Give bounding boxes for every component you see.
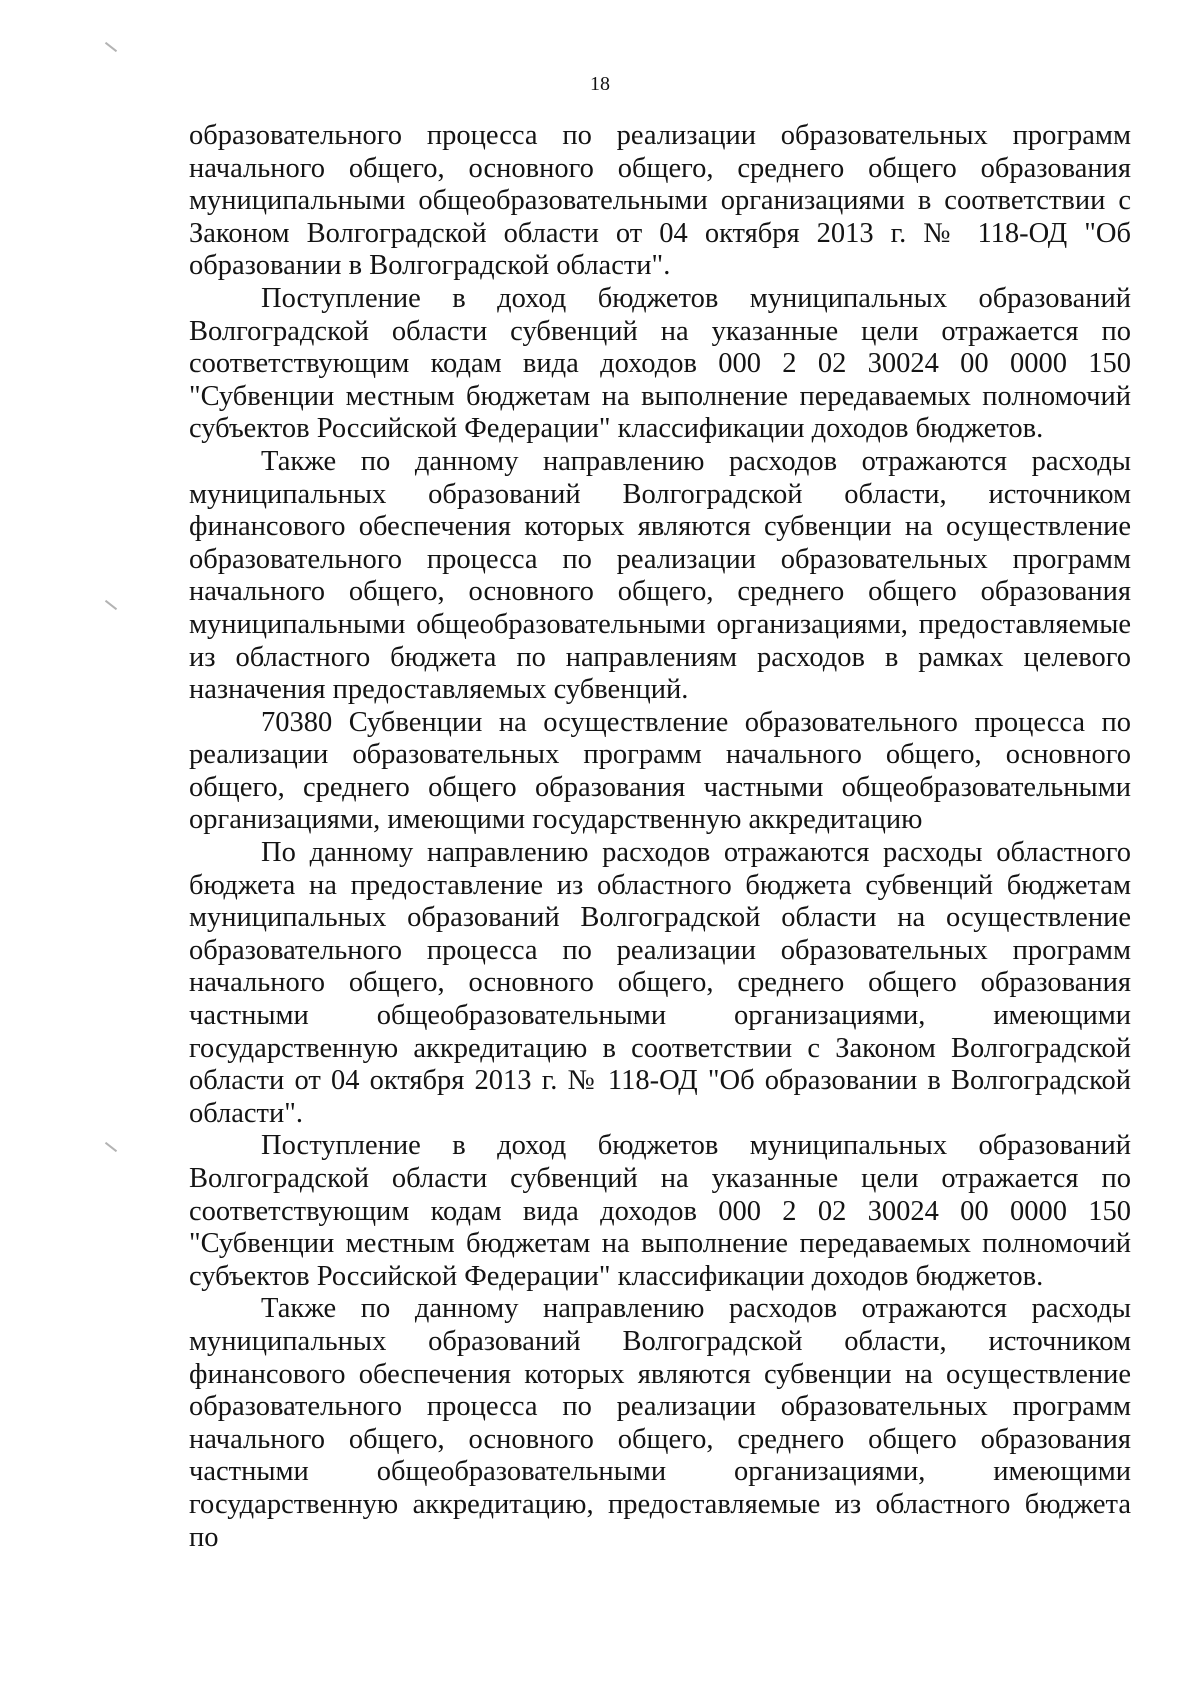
paragraph-1: образовательного процесса по реализации образовательных программ начального общего, основного общего, среднего общего образования муниципальными общеобразовательными организациями в соответствии с Законом Волгоградской области от 04 октября 2013 г. № 118-ОД "Об образовании в Волгоградской области". <box>189 120 1131 282</box>
paragraph-6: Поступление в доход бюджетов муниципальных образований Волгоградской области субвенций на указанные цели отражается по соответствующим кодам вида доходов 000 2 02 30024 00 0000 150 "Субвенции местным бюджетам на выполнение передаваемых полномочий субъектов Российской Федерации" классификации доходов бюджетов. <box>189 1130 1131 1292</box>
paragraph-5: По данному направлению расходов отражаются расходы областного бюджета на предоставление из областного бюджета субвенций бюджетам муниципальных образований Волгоградской области на осуществление образовательного процесса по реализации образовательных программ начального общего, основного общего, среднего общего образования частными общеобразовательными организациями, имеющими государственную аккредитацию в соответствии с Законом Волгоградской области от 04 октября 2013 г. № 118-ОД "Об образовании в Волгоградской области". <box>189 837 1131 1129</box>
scan-mark-bottom <box>105 1142 117 1152</box>
document-body <box>189 120 1131 1554</box>
page-number: 18 <box>590 73 610 95</box>
paragraph-3: Также по данному направлению расходов отражаются расходы муниципальных образований Волгоградской области, источником финансового обеспечения которых являются субвенции на осуществление образовательного процесса по реализации образовательных программ начального общего, основного общего, среднего общего образования муниципальными общеобразовательными организациями, предоставляемые из областного бюджета по направлениям расходов в рамках целевого назначения предоставляемых субвенций. <box>189 445 1131 706</box>
paragraph-4-section-heading: 70380 Субвенции на осуществление образовательного процесса по реализации образовательных программ начального общего, основного общего, среднего общего образования частными общеобразовательными организациями, имеющими государственную аккредитацию <box>189 706 1131 836</box>
scan-mark-top <box>105 42 117 52</box>
scan-mark-middle <box>105 600 117 610</box>
paragraph-2: Поступление в доход бюджетов муниципальных образований Волгоградской области субвенций на указанные цели отражается по соответствующим кодам вида доходов 000 2 02 30024 00 0000 150 "Субвенции местным бюджетам на выполнение передаваемых полномочий субъектов Российской Федерации" классификации доходов бюджетов. <box>189 282 1131 445</box>
paragraph-7: Также по данному направлению расходов отражаются расходы муниципальных образований Волгоградской области, источником финансового обеспечения которых являются субвенции на осуществление образовательного процесса по реализации образовательных программ начального общего, основного общего, среднего общего образования частными общеобразовательными организациями, имеющими государственную аккредитацию, предоставляемые из областного бюджета по <box>189 1293 1131 1553</box>
